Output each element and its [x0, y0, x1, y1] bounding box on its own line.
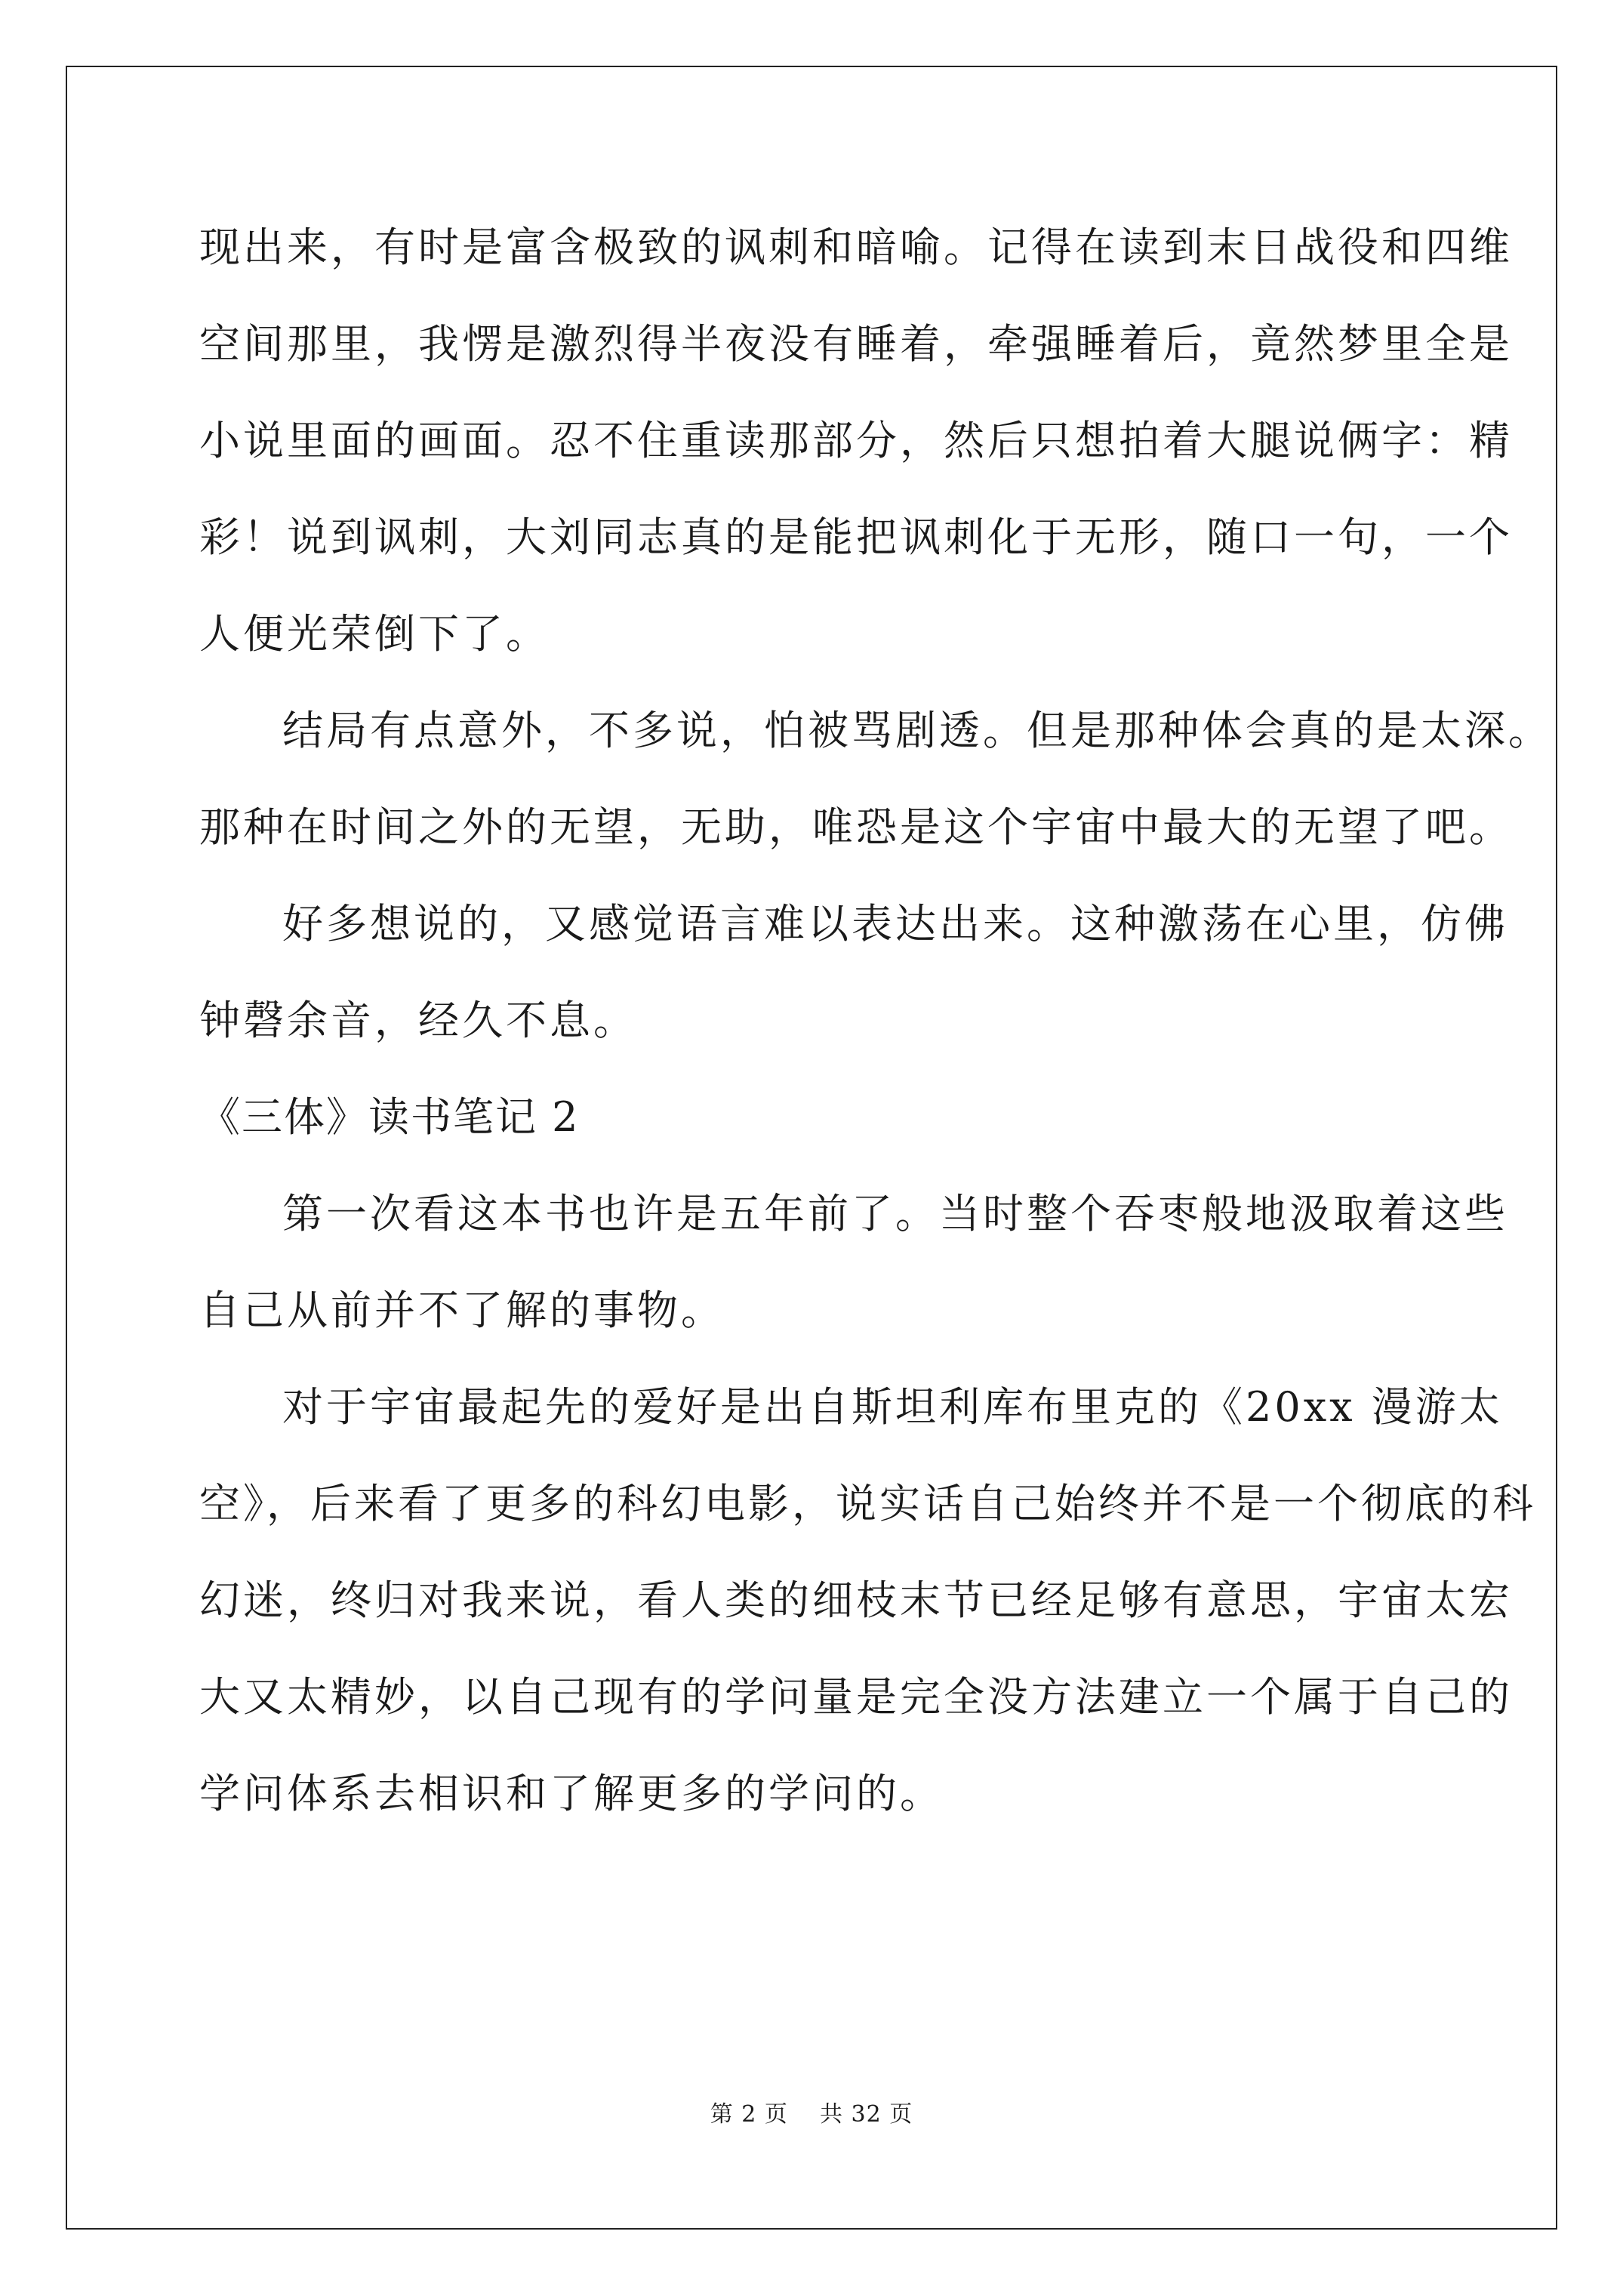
text-line: 自己从前并不了解的事物。 [199, 1287, 725, 1334]
text-line: 钟磬余音，经久不息。 [199, 997, 637, 1044]
paragraph-first-line: 第一次看这本书也许是五年前了。当时整个吞枣般地汲取着这些 [282, 1190, 1508, 1237]
text-line: 大又太精妙，以自己现有的学问量是完全没方法建立一个属于自己的 [199, 1673, 1513, 1721]
text-line: 那种在时间之外的无望，无助，唯恐是这个宇宙中最大的无望了吧。 [199, 803, 1513, 851]
page-footer: 第 2 页 共 32 页 [710, 2101, 913, 2128]
text-line: 彩！说到讽刺，大刘同志真的是能把讽刺化于无形，随口一句，一个 [199, 513, 1513, 561]
text-line: 小说里面的画面。忍不住重读那部分，然后只想拍着大腿说俩字：精 [199, 417, 1513, 464]
text-line: 空间那里，我愣是激烈得半夜没有睡着，牵强睡着后，竟然梦里全是 [199, 320, 1513, 368]
paragraph-first-line: 好多想说的，又感觉语言难以表达出来。这种激荡在心里，仿佛 [282, 900, 1508, 948]
document-body [199, 210, 1552, 1853]
text-line: 空》，后来看了更多的科幻电影，说实话自己始终并不是一个彻底的科 [199, 1480, 1536, 1527]
text-line: 学问体系去相识和了解更多的学问的。 [199, 1770, 944, 1817]
paragraph-first-line: 对于宇宙最起先的爱好是出自斯坦利库布里克的《20xx 漫游太 [282, 1383, 1503, 1431]
paragraph-first-line: 结局有点意外，不多说，怕被骂剧透。但是那种体会真的是太深。 [282, 707, 1552, 754]
text-line: 人便光荣倒下了。 [199, 610, 550, 658]
text-line: 现出来，有时是富含极致的讽刺和暗喻。记得在读到末日战役和四维 [199, 223, 1513, 271]
text-line: 幻迷，终归对我来说，看人类的细枝末节已经足够有意思，宇宙太宏 [199, 1576, 1513, 1624]
section-heading: 《三体》读书笔记 2 [199, 1093, 580, 1141]
